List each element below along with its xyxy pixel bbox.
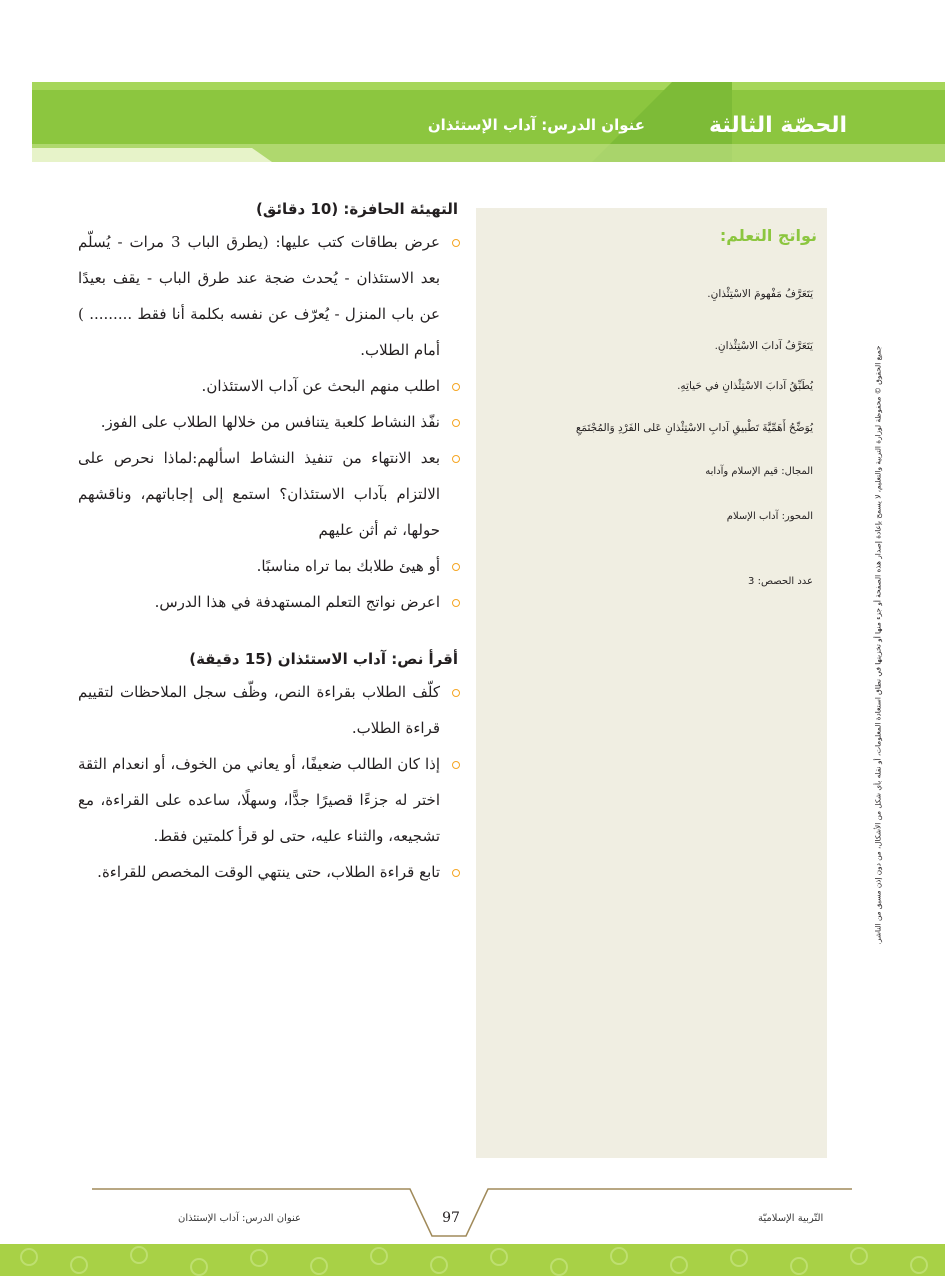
list-item: اعرض نواتج التعلم المستهدفة في هذا الدرس. [78,584,462,620]
list-item: إذا كان الطالب ضعيفًا، أو يعاني من الخوف، أو انعدام الثقة اختر له جزءًا قصيرًا جدًّا، وسهلًا، ساعده على القراءة، مع تشجيعه، والثناء عليه، حتى لو قرأ كلمتين فقط. [78,746,462,854]
section-heading-reading [78,650,458,668]
bullet-icon [452,599,460,607]
bullet-icon [452,563,460,571]
heading-separator: : [343,200,350,218]
list-item: بعد الانتهاء من تنفيذ النشاط اسألهم:لماذا نحرص على الالتزام بآداب الاستئذان؟ استمع إلى إجاباتهم، وناقشهم حولها، ثم أثن عليهم [78,440,462,548]
outcome-item: يُطَبِّقُ آدابَ الاسْتِئْذانِ في حَياتِهِ. [677,380,813,392]
list-item: كلّف الطلاب بقراءة النص، وظّف سجل الملاحظات لتقييم قراءة الطلاب. [78,674,462,746]
lesson-number: الحصّة الثالثة [709,113,847,138]
learning-outcomes-panel [476,208,827,1158]
bullet-icon [452,239,460,247]
outcome-item: يَتَعَرَّفُ مَفْهومَ الاسْتِئْذانِ. [707,288,813,300]
lesson-title: عنوان الدرس: آداب الإستئذان [427,116,645,134]
section-heading-duration: آداب الاستئذان (15 دقيقة) [189,650,386,668]
main-content [78,200,462,890]
axis-label: المحور: آداب الإسلام [726,511,813,522]
list-item: تابع قراءة الطلاب، حتى ينتهي الوقت المخصص للقراءة. [78,854,462,890]
bullet-icon [452,455,460,463]
bullet-icon [452,869,460,877]
footer-lesson-title: عنوان الدرس: آداب الإستئذان [178,1213,301,1224]
copyright-text: جميع الحقوق © محفوظة لوزارة التربية والتعليم، لا يسمح بإعادة إصدار هذه الصفحة أو جزء منها أو تخزينها في نطاق استعادة المعلومات، أو نقله بأي شكل من الأشكال، من دون إذن مسبق من الناشر. [873,345,883,945]
bullet-icon [452,761,460,769]
list-item: عرض بطاقات كتب عليها: (يطرق الباب 3 مرات - يُسلّم بعد الاستئذان - يُحدث ضجة عند طرق الباب - يقف بعيدًا عن باب المنزل - يُعرّف عن نفسه بكلمة أنا فقط ......... ) أمام الطلاب. [78,224,462,368]
warmup-list [78,224,462,620]
outcomes-heading: نواتج التعلم: [719,226,817,245]
section-heading-title: أقرأ نص [397,650,458,668]
footer-pattern-band [0,1244,945,1276]
domain-label: المجال: قيم الإسلام وآدابه [705,466,813,477]
list-item: اطلب منهم البحث عن آداب الاستئذان. [78,368,462,404]
outcome-item: يُوَضِّحُ أَهَمِّيَّةَ تَطْبيقِ آدابِ الاسْتِئْذانِ عَلى الفَرْدِ وَالمُجْتَمَعِ [575,422,813,434]
sessions-count: عدد الحصص: 3 [748,576,813,587]
copyright-notice [866,300,890,990]
bullet-icon [452,383,460,391]
section-heading-title: التهيئة الحافزة [349,200,458,218]
heading-separator: : [391,650,398,668]
outcome-item: يَتَعَرَّفُ آدابَ الاسْتِئْذانِ. [714,340,813,352]
bullet-icon [452,419,460,427]
reading-list [78,674,462,890]
bullet-icon [452,689,460,697]
list-item: أو هيئ طلابك بما تراه مناسبًا. [78,548,462,584]
footer-subject: التّربية الإسلاميّة [758,1213,824,1224]
section-heading-warmup [78,200,458,218]
page-number: 97 [442,1210,460,1226]
list-item: نفّذ النشاط كلعبة يتنافس من خلالها الطلاب على الفوز. [78,404,462,440]
section-heading-duration: (10 دقائق) [256,200,339,218]
